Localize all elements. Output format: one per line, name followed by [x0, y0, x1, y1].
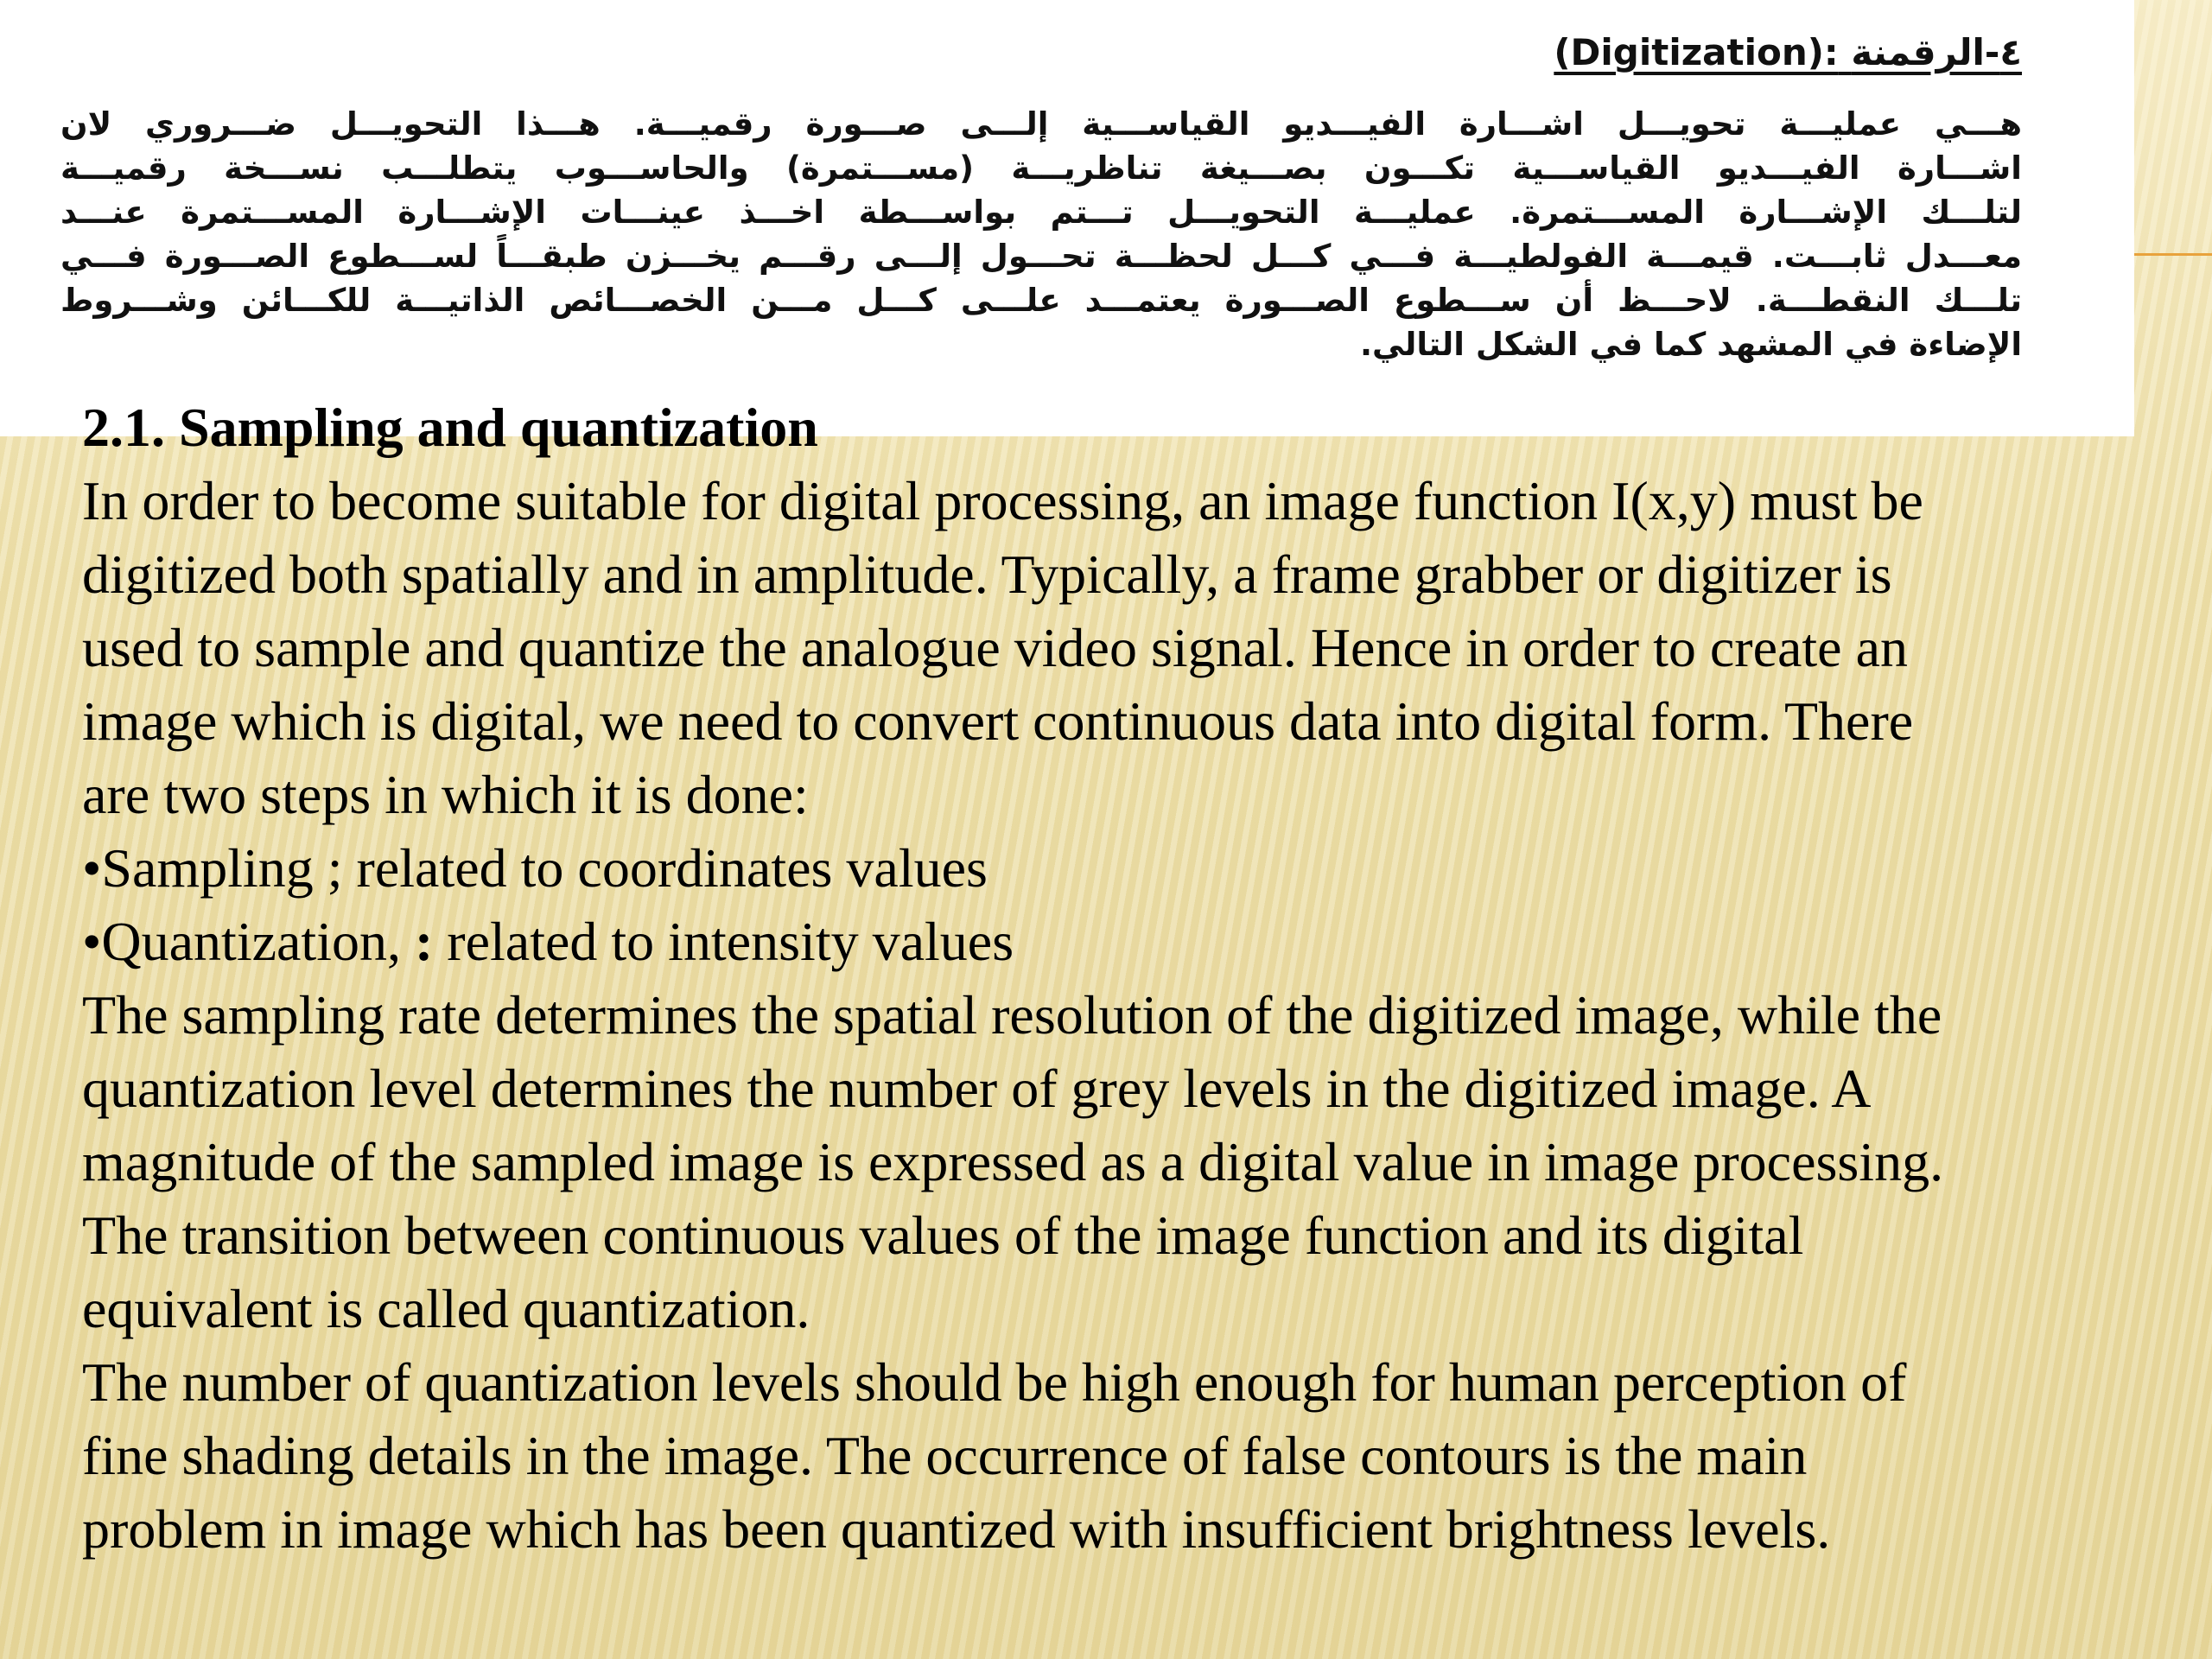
body-line: The transition between continuous values of the image function and its digital	[82, 1205, 1804, 1266]
sampling-bullet: •Sampling ; related to coordinates values	[82, 837, 988, 899]
quantization-bullet-colon: :	[414, 911, 434, 972]
body-line: equivalent is called quantization.	[82, 1278, 810, 1339]
quantization-bullet-rest: related to intensity values	[433, 911, 1014, 972]
arabic-line: اشـــارة الفيـــديو القياســـية تكـــون بصـــيغة تناظريـــة (مســـتمرة) والحاســـوب يتطلـــب نســـخة رقميـــة	[60, 149, 2022, 187]
body-line: image which is digital, we need to convert continuous data into digital form. There	[82, 690, 1914, 752]
arabic-line: معـــدل ثابـــت. قيمـــة الفولطيـــة فـــي كـــل لحظـــة تحـــول إلـــى رقـــم يخـــزن طبقـــاً لســـطوع الصـــورة فـــي	[60, 238, 2022, 275]
accent-rule	[2126, 253, 2212, 256]
arabic-line: تلـــك النقطـــة. لاحـــظ أن ســـطوع الصـــورة يعتمـــد علـــى كـــل مـــن الخصـــائص الذاتيـــة للكـــائن وشـــروط	[60, 282, 2022, 319]
arabic-line: الإضاءة في المشهد كما في الشكل التالي.	[1359, 326, 2022, 363]
arabic-heading-prefix: ٤-الرقمنة	[1851, 31, 2022, 73]
arabic-heading	[60, 22, 2022, 83]
body-line: are two steps in which it is done:	[82, 764, 809, 825]
arabic-line: لتلـــك الإشـــارة المســـتمرة. عمليـــة التحويـــل تـــتم بواســـطة اخـــذ عينـــات الإشـــارة المســـتمرة عنـــد	[60, 194, 2022, 231]
body-line: The sampling rate determines the spatial resolution of the digitized image, while the	[82, 984, 1942, 1046]
body-line: problem in image which has been quantized with insufficient brightness levels.	[82, 1498, 1831, 1560]
body-line: In order to become suitable for digital processing, an image function I(x,y) must be	[82, 470, 1923, 531]
quantization-bullet	[82, 905, 2173, 978]
body-line: The number of quantization levels should be high enough for human perception of	[82, 1351, 1907, 1413]
section-title: 2.1. Sampling and quantization	[82, 397, 818, 458]
body-line: used to sample and quantize the analogue video signal. Hence in order to create an	[82, 617, 1908, 678]
body-line: magnitude of the sampled image is expressed as a digital value in image processing.	[82, 1131, 1944, 1192]
body-line: fine shading details in the image. The occurrence of false contours is the main	[82, 1425, 1808, 1486]
quantization-bullet-text: •Quantization,	[82, 911, 415, 972]
arabic-text-image	[0, 0, 2134, 436]
body-line: digitized both spatially and in amplitude. Typically, a frame grabber or digitizer is	[82, 543, 1892, 605]
arabic-heading-term: (Digitization):	[1554, 31, 1839, 73]
arabic-line: هـــي عمليـــة تحويـــل اشـــارة الفيـــديو القياســـية إلـــى صـــورة رقميـــة. هـــذا التحويـــل ضـــروري لان	[60, 105, 2022, 143]
english-text-block	[82, 391, 2173, 1566]
body-line: quantization level determines the number of grey levels in the digitized image. A	[82, 1058, 1872, 1119]
